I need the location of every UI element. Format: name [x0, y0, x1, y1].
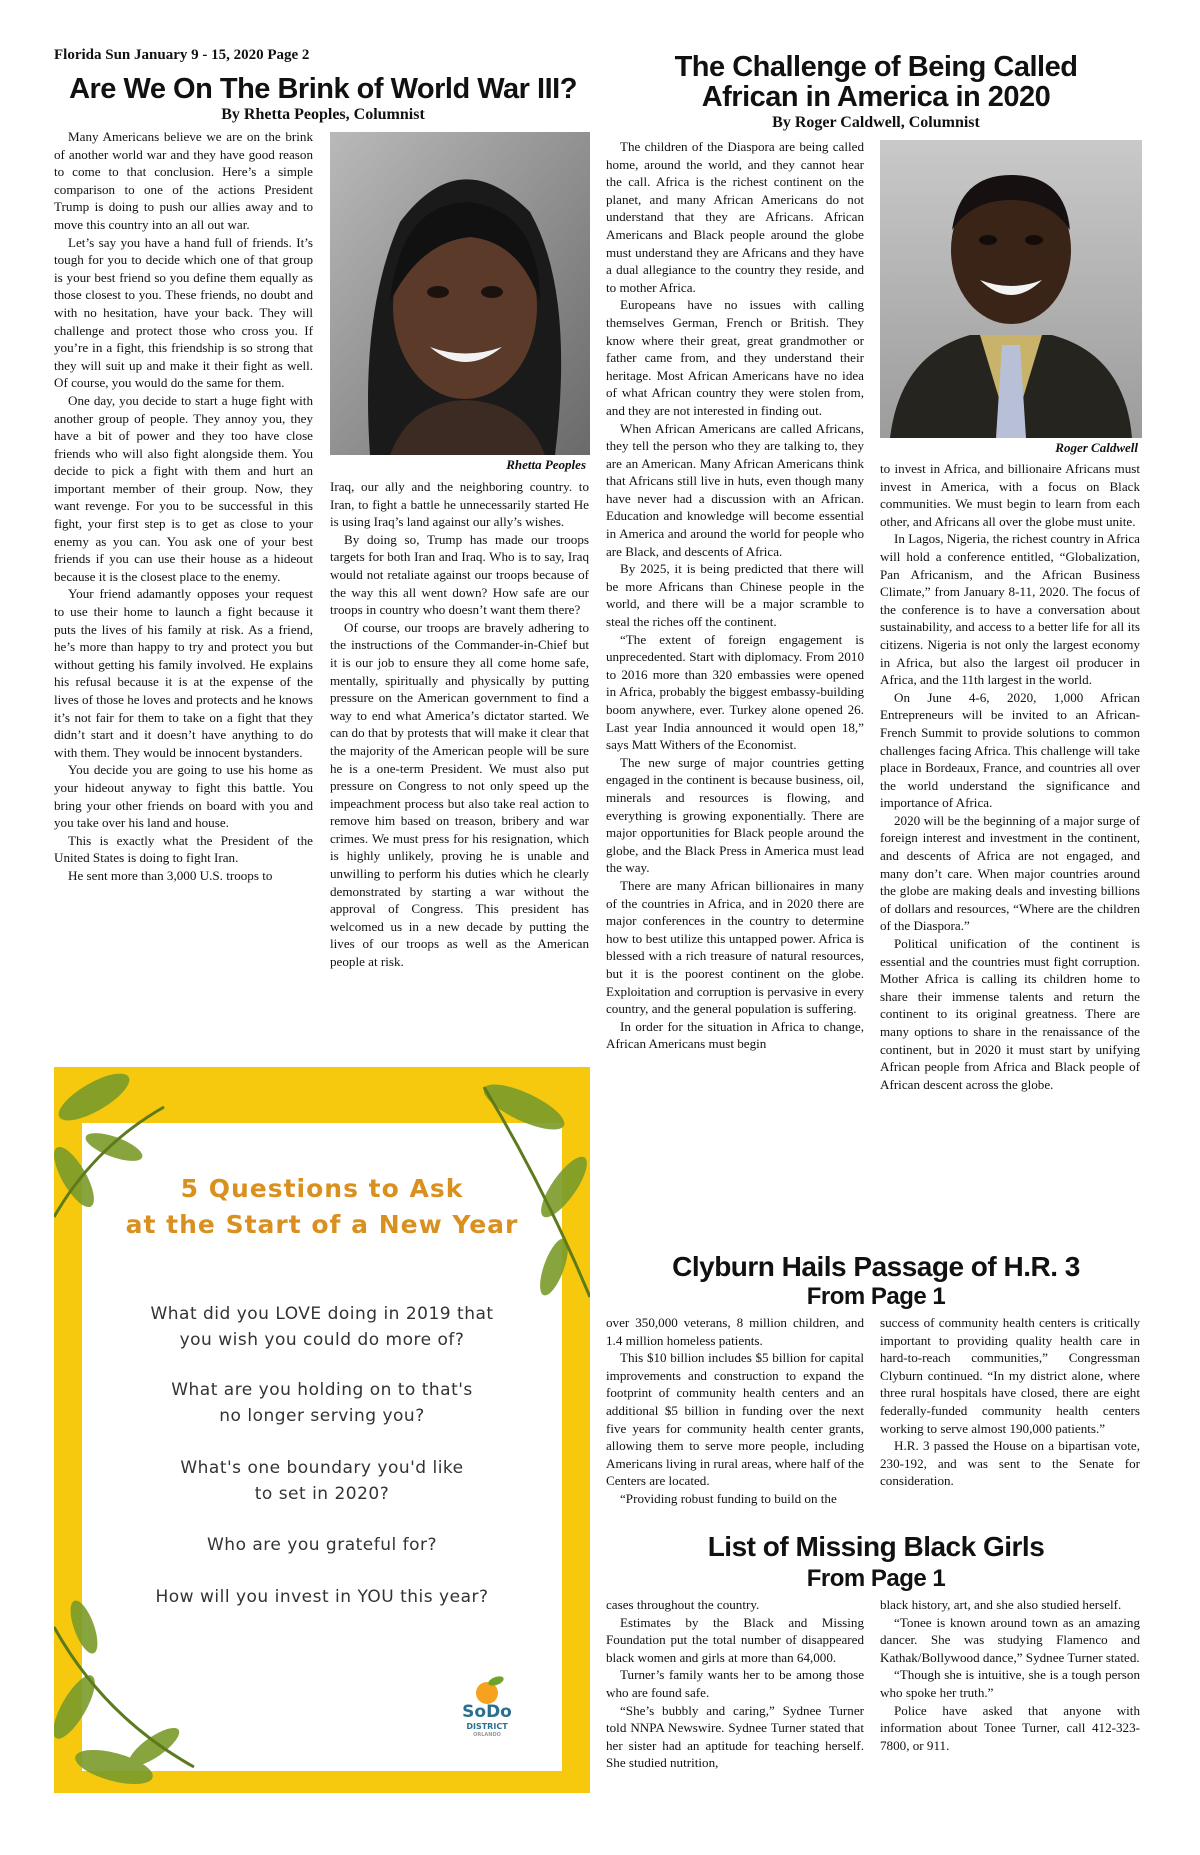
paragraph: black history, art, and she also studied herself. [880, 1597, 1122, 1612]
article2-headline [606, 52, 1146, 113]
paragraph: This is exactly what the President of the United States is doing to fight Iran. [54, 832, 313, 866]
article2-column-1 [606, 138, 864, 1246]
ad-question-4: Who are you grateful for? [206, 1535, 438, 1555]
sodo-district-logo [452, 1675, 522, 1755]
logo-main-text: SoDo [462, 1702, 512, 1722]
paragraph: This $10 billion includes $5 billion for capital improvements and construction to expand the footprint of community health centers and an additional $5 billion in funding over the next five years for community health center grants, allowing them to serve more people, including Americans living in rural areas, where half of the Centers are located. [606, 1350, 864, 1489]
logo-sub-text: DISTRICT [466, 1722, 508, 1731]
article2-headline-line1: The Challenge of Being Called [674, 51, 1078, 83]
paragraph: over 350,000 veterans, 8 million children, and 1.4 million homeless patients. [606, 1315, 864, 1348]
article2-column-2 [880, 460, 1140, 1248]
paragraph: By 2025, it is being predicted that there will be more Africans than Chinese people in the world, and there will be a major scramble to steal the riches off the continent. [606, 561, 864, 630]
article2-headline-line2: African in America in 2020 [701, 81, 1051, 114]
article3-column-2 [880, 1314, 1140, 1524]
paragraph: to invest in Africa, and billionaire Africans must invest in America, with a focus on Black communities. We must begin to learn from each other, and Africans all over the globe must unite. [880, 461, 1140, 529]
paragraph: “Providing robust funding to build on the [620, 1490, 837, 1506]
article4-column-2 [880, 1596, 1140, 1796]
ad-question-2: What are you holding on to that's no longer serving you? [171, 1380, 473, 1426]
article2-byline: By Roger Caldwell, Columnist [772, 114, 980, 131]
paragraph: In Lagos, Nigeria, the richest country in Africa will hold a conference entitled, “Globalization, Pan Africanism, and the African Business Climate,” from January 8-11, 2020. The focus of the conference is to have a conversation about sustainability, and access to a better life for all its citizens. Nigeria is not only the largest economy in Africa, but also the largest oil producer in Africa, and the 11th largest in the world. [880, 531, 1140, 688]
paragraph: cases throughout the country. [606, 1597, 760, 1612]
paragraph: Many Americans believe we are on the brink of another world war and they have good reason to come to that conclusion. Here’s a simple comparison to one of the actions President Trump is doing to push our allies away and to move this country into an all out war. [54, 129, 313, 232]
paragraph: Turner’s family wants her to be among those who are found safe. [606, 1667, 864, 1700]
article1-column-2 [330, 478, 589, 1058]
article1-column-1 [54, 128, 313, 1058]
columnist-photo-rhetta [330, 132, 590, 455]
paragraph: “She’s bubbly and caring,” Sydnee Turner told NNPA Newswire. Sydnee Turner stated that her sister had an aptitude for teaching herself. She studied nutrition, [606, 1702, 864, 1771]
paragraph: Police have asked that anyone with information about Tonee Turner, call 412-323-7800, or 911. [880, 1702, 1140, 1753]
folio-line: Florida Sun January 9 - 15, 2020 Page 2 [54, 47, 310, 63]
columnist-photo-roger [880, 140, 1142, 438]
paragraph: Let’s say you have a hand full of friends. It’s tough for you to decide which one of that group is your best friend so you define them equally as those closest to you. These friends, no doubt and with no hesitation, have your back. They will challenge and protect those who cross you. If you’re in a fight, this friendship is so strong that they will suit up and make it their fight as well. Of course, you would do the same for them. [54, 234, 313, 391]
paragraph: success of community health centers is critically important to providing quality health care in hard-to-reach communities,” Congressman Clyburn continued. “In my district alone, where three rural hospitals have closed, there are eight federally-funded community health centers working to serve almost 190,000 patients.” [880, 1315, 1140, 1436]
paragraph: In order for the situation in Africa to change, African Americans must begin [606, 1018, 864, 1052]
article1-headline: Are We On The Brink of World War III? [69, 73, 577, 105]
photo-caption-roger: Roger Caldwell [1055, 440, 1138, 455]
logo-tiny-text: ORLANDO [473, 1732, 501, 1738]
paragraph: Iraq, our ally and the neighboring country. to Iran, to fight a battle he unnecessarily started He is using Iraq’s land against our ally’s wishes. [330, 479, 589, 530]
article3-subhead: From Page 1 [806, 1283, 946, 1310]
article4-subhead: From Page 1 [806, 1565, 946, 1592]
paragraph: “Tonee is known around town as an amazing dancer. She was studying Flamenco and Kathak/Bollywood dance,” Sydnee Turner stated. [880, 1614, 1140, 1665]
ad-question-3: What's one boundary you'd like to set in 2020? [180, 1458, 464, 1504]
paragraph: Your friend adamantly opposes your request to use their home to launch a fight because it puts the lives of his family at risk. As a friend, he’s more than happy to try and protect you but without getting his family involved. He explains his refusal because it is at the expense of the lives of those he loves and protects and he knows it’s not fair for them to take on a fight that they didn’t start and it doesn’t have anything to do with them. They would be innocent bystanders. [54, 586, 313, 760]
new-year-questions-ad [54, 1067, 590, 1793]
article3-headline: Clyburn Hails Passage of H.R. 3 [672, 1251, 1080, 1282]
ad-question-5: How will you invest in YOU this year? [155, 1587, 489, 1607]
paragraph: On June 4-6, 2020, 1,000 African Entrepreneurs will be invited to an African-French Summit to provide solutions to common challenges facing Africa. This challenge will take place in Bordeaux, France, and countries all over the world understand the significance and importance of Africa. [880, 689, 1140, 811]
paragraph: When African Americans are called Africans, they tell the person who they are talking to, they are an American. Many African Americans think that Africans still live in huts, even though many have never had a discussion with an African. Education and knowledge will become essential in America and around the world for people who are Black, and descents of Africa. [606, 420, 864, 559]
paragraph: The new surge of major countries getting engaged in the continent is because business, oil, minerals and resources is flowing, and everything is growing exponentially. There are major opportunities for Black people around the globe, and the Black Press in America must lead the way. [606, 754, 864, 876]
paragraph: There are many African billionaires in many of the countries in Africa, and in 2020 there are major conferences in the country to determine how to best utilize this untapped power. Africa is blessed with a rich treasure of natural resources, but it is the poorest continent on the globe. Exploitation and corruption is pervasive in every country, and the general population is suffering. [606, 877, 864, 1017]
paragraph: The children of the Diaspora are being called home, around the world, and they cannot hear the call. Africa is the richest continent on the planet, and many African Americans do not understand that they are Africans. African Americans and Black people around the globe must understand they are Africans and they have a dual allegiance to the country they reside, and to mother Africa. [606, 139, 864, 295]
ad-title-line2: at the Start of a New Year [125, 1210, 519, 1239]
paragraph: By doing so, Trump has made our troops targets for both Iran and Iraq. Who is to say, Iraq would not retaliate against our troops because of the way this all went down? How safe are our troops in country who doesn’t want them there? [330, 531, 589, 618]
ad-question-1: What did you LOVE doing in 2019 that you wish you could do more of? [150, 1304, 494, 1350]
paragraph: He sent more than 3,000 U.S. troops to [68, 867, 273, 883]
paragraph: Political unification of the continent is essential and the countries must fight corruption. Mother Africa is calling its children home to share their immense talents and return the continent to its original greatness. There are many options to share in the renaissance of the continent, but in 2020 it must start by unifying African people from Africa and Black people of African descent across the globe. [880, 936, 1140, 1092]
paragraph: “The extent of foreign engagement is unprecedented. Start with diplomacy. From 2010 to 2016 more than 320 embassies were opened in Africa, probably the biggest embassy-building boom anywhere, ever. Turkey alone opened 26. Last year India announced it would open 18,” says Matt Withers of the Economist. [606, 631, 864, 753]
article1-byline: By Rhetta Peoples, Columnist [221, 106, 425, 123]
ad-title-line1: 5 Questions to Ask [180, 1174, 464, 1203]
paragraph: “Though she is intuitive, she is a tough person who spoke her truth.” [880, 1667, 1140, 1700]
ad-title [54, 1171, 590, 1243]
paragraph: Of course, our troops are bravely adhering to the instructions of the Commander-in-Chief but it is our job to ensure they all come home safe, mentally, spiritually and physically by putting pressure on the American government to find a way to end what America’s dictator started. We can do that by protests that will make it clear that the majority of the American people will be sure he is a one-term President. We must also put pressure on Congress to not only speed up the impeachment process but also take real action to remove him based on treason, bribery and war crimes. We must press for his resignation, which is highly unlikely, proving he is unable and unwilling to perform his duties which he clearly demonstrated by starting a war without the approval of Congress. This president has welcomed us in a new decade by putting the lives of our troops as well as the American people at risk. [330, 619, 589, 970]
photo-caption-rhetta: Rhetta Peoples [506, 457, 586, 472]
paragraph: H.R. 3 passed the House on a bipartisan vote, 230-192, and was sent to the Senate for consideration. [880, 1438, 1140, 1489]
paragraph: One day, you decide to start a huge fight with another group of people. They annoy you, they have a bit of power and they too have close friends who will also fight alongside them. You decide to pick a fight with them and hurt an important member of their group. Now, they want revenge. For you to be successful in this fight, your first step is to get as close to your enemy as you can. You ask one of your best friends if you can use their house as a hideout because it is the closest place to the enemy. [54, 392, 313, 584]
paragraph: You decide you are going to use his home as your hideout anyway to fight this battle. You bring your other friends on board with you and you take over his land and house. [54, 762, 313, 831]
paragraph: 2020 will be the beginning of a major surge of foreign interest and investment in the continent, and descents of Africa are not engaged, and many don’t care. When major countries around the globe are making deals and investing billions of dollars and resources, “Where are the children of the Diaspora.” [880, 812, 1140, 934]
article3-column-1 [606, 1314, 864, 1524]
paragraph: Estimates by the Black and Missing Foundation put the total number of disappeared black women and girls at more than 64,000. [606, 1614, 864, 1665]
article4-column-1 [606, 1596, 864, 1796]
article4-headline: List of Missing Black Girls [707, 1531, 1045, 1562]
orange-logo-icon [452, 1675, 522, 1705]
paragraph: Europeans have no issues with calling themselves German, French or British. They know where their great, great grandmother or father came from, and they understand their heritage. Most African Americans have no idea of what African country they were stolen from, and they are not interested in finding out. [606, 297, 864, 418]
